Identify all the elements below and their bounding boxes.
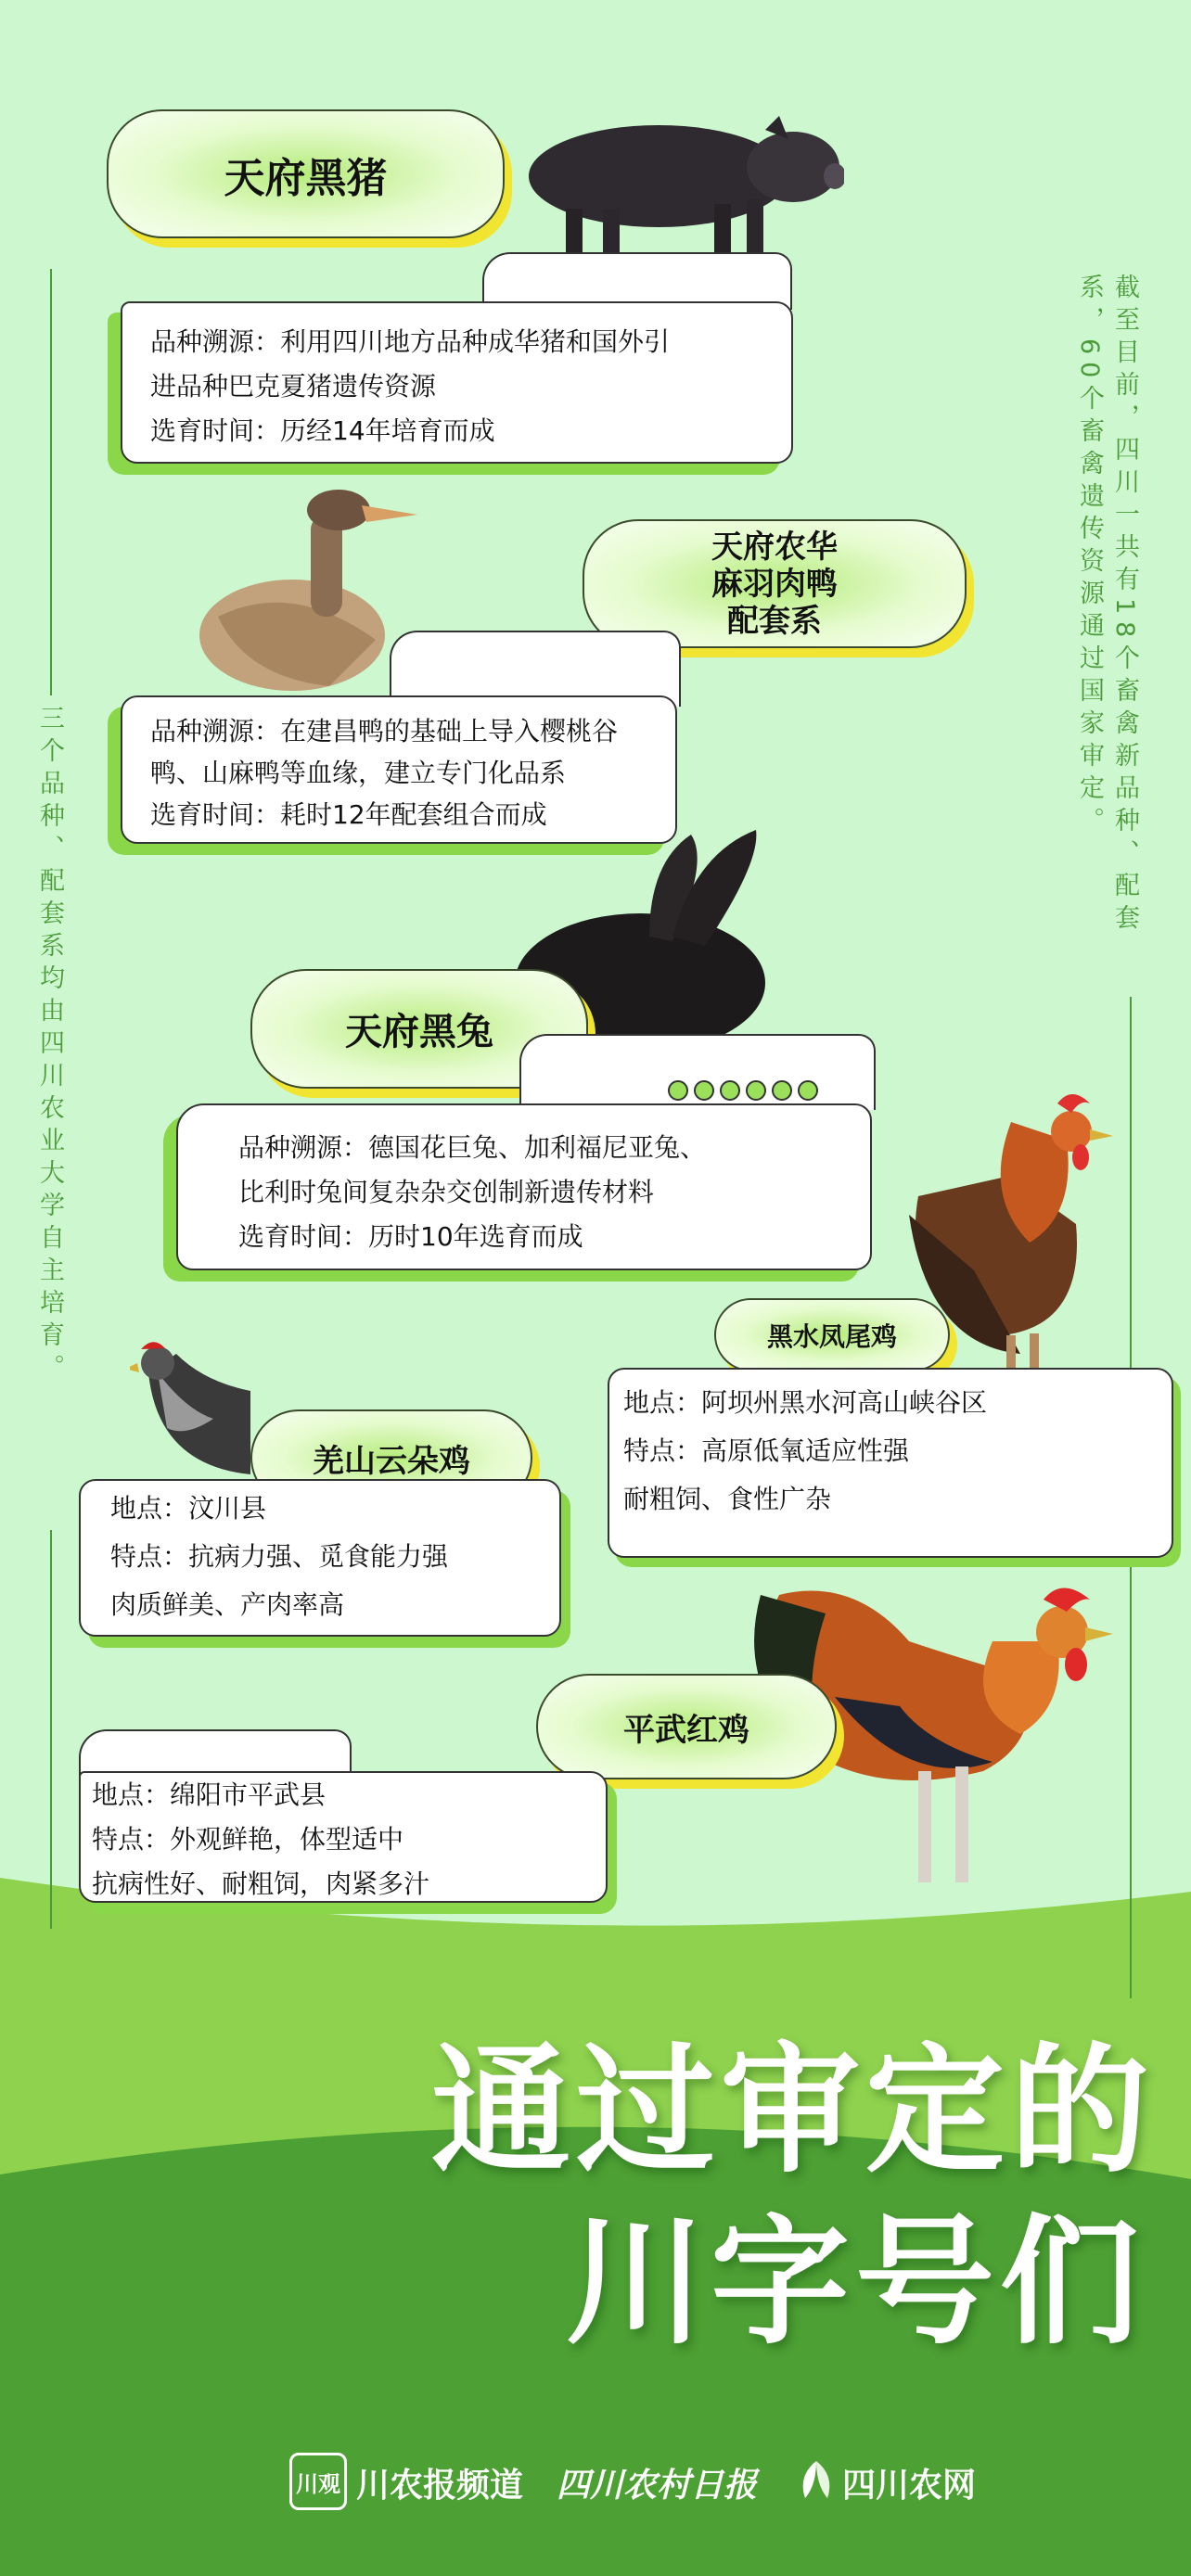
dot-icon [720,1080,740,1101]
qiangshan-chicken-image [130,1335,260,1484]
dots-decoration [668,1080,818,1101]
right-note-col2: 套系，60个畜禽遗传资源通过国家审定。 [1075,274,1139,937]
duck-origin-line1: 品种溯源：在建昌鸭的基础上导入樱桃谷 [150,716,619,746]
chuannong-channel-logo: 川农报频道 [356,2467,524,2505]
pig-card [121,301,793,464]
right-note-col1: 截至目前，四川一共有18个畜禽新品种、配 [1110,274,1139,905]
pig-origin-line2: 进品种巴克夏猪遗传资源 [150,371,437,402]
qiangshan-feature-2: 肉质鲜美、产肉率高 [110,1589,345,1620]
pingwu-feature: 特点：外观鲜艳，体型适中 [92,1824,404,1855]
left-note: 三个品种、配套系均由四川农业大学自主培育。 [35,705,64,1386]
chuanguan-logo-icon: 川观 [289,2453,347,2510]
pingwu-feature-2: 抗病性好、耐粗饲，肉紧多汁 [92,1868,430,1899]
dot-icon [798,1080,818,1101]
left-line-top [50,269,52,695]
heishui-title: 黑水凤尾鸡 [714,1298,950,1371]
qiangshan-title: 羌山云朵鸡 [250,1409,532,1506]
heishui-location: 地点：阿坝州黑水河高山峡谷区 [623,1387,988,1418]
duck-card [121,695,677,844]
heishui-feature: 特点：高原低氧适应性强 [623,1435,910,1466]
pingwu-title: 平武红鸡 [536,1674,837,1779]
headline-line1: 通过审定的 [431,2031,1156,2192]
pig-breeding-time: 选育时间：历经14年培育而成 [150,415,495,446]
dot-icon [746,1080,766,1101]
pingwu-card [79,1771,608,1903]
dot-icon [668,1080,688,1101]
black-pig-image [501,88,844,260]
duck-origin-line2: 鸭、山麻鸭等血缘，建立专门化品系 [150,758,567,788]
sichuan-rural-daily-logo: 四川农村日报 [557,2467,758,2505]
rabbit-title: 天府黑兔 [250,969,588,1089]
qiangshan-feature: 特点：抗病力强、觅食能力强 [110,1541,449,1572]
pig-origin-line1: 品种溯源：利用四川地方品种成华猪和国外引 [150,326,671,357]
right-note [1071,274,1142,997]
rabbit-origin-line2: 比利时兔间复杂杂交创制新遗传材料 [238,1177,655,1207]
qiangshan-card [79,1479,561,1637]
heishui-feature-2: 耐粗饲、食性广杂 [623,1484,832,1514]
left-line-bottom [50,1530,52,1929]
sichuan-agri-net-logo: 四川农网 [842,2467,977,2505]
leaf-logo-icon [796,2457,837,2504]
duck-breeding-time: 选育时间：耗时12年配套组合而成 [150,799,547,830]
qiangshan-location: 地点：汶川县 [110,1493,267,1524]
pig-title: 天府黑猪 [107,109,505,238]
duck-title: 天府农华 麻羽肉鸭 配套系 [583,519,967,648]
rabbit-origin-line1: 品种溯源：德国花巨兔、加利福尼亚兔、 [238,1132,707,1163]
dot-icon [772,1080,792,1101]
rabbit-breeding-time: 选育时间：历时10年选育而成 [238,1221,583,1252]
rabbit-card [176,1103,872,1270]
pingwu-location: 地点：绵阳市平武县 [92,1779,327,1810]
headline-line2: 川字号们 [566,2202,1146,2364]
heishui-card [608,1368,1173,1558]
dot-icon [694,1080,714,1101]
